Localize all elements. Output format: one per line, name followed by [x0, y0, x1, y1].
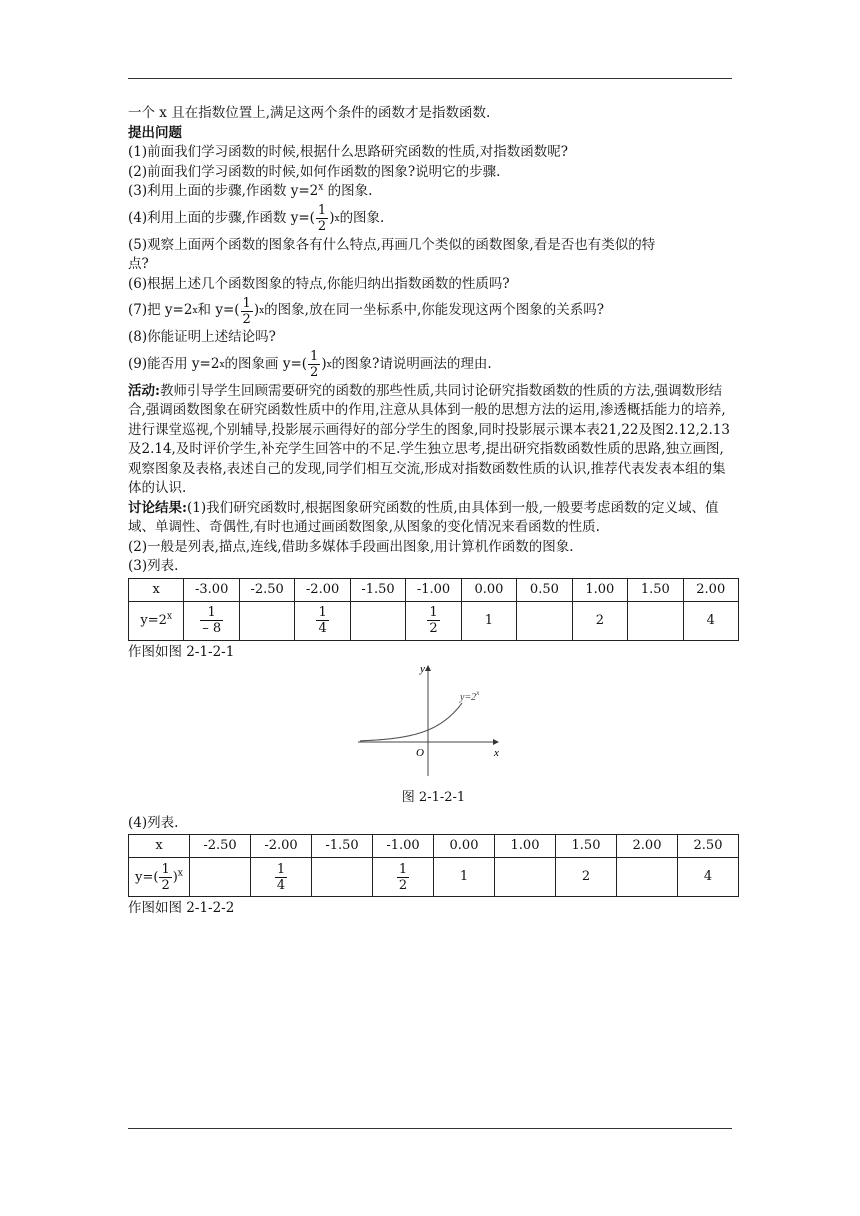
- fraction: [397, 862, 409, 893]
- curve-label-base: y=2: [460, 692, 477, 703]
- table-cell-y: [295, 601, 350, 640]
- question-9-tail: 的图象?请说明画法的理由.: [331, 355, 492, 372]
- question-1: (1)前面我们学习函数的时候,根据什么思路研究函数的性质,对指数函数呢?: [128, 144, 568, 160]
- question-3-tail: 的图象.: [323, 183, 373, 199]
- result-3: (3)列表.: [128, 558, 179, 574]
- question-9-mid: 的图象画 y=(: [224, 355, 308, 372]
- question-7: (7)把 y=2 x 和 y=( $\frac{1}{2}$ ) x 的图象,放在同一坐标系中,你能发现这两个图象的关系吗?: [128, 295, 604, 327]
- result-paragraph: [128, 499, 736, 538]
- fraction-denominator: 2: [310, 365, 319, 380]
- fraction: [241, 296, 253, 327]
- table-cell-x: 1.00: [572, 578, 627, 601]
- table-cell-x: -2.50: [239, 578, 294, 601]
- fraction: [316, 203, 328, 234]
- result-text: (1)我们研究函数时,根据图象研究函数的性质,由具体到一般,一般要考虑函数的定义域、值域、单调性、奇偶性,有时也通过画函数图象,从图象的变化情况来看函数的性质.: [128, 499, 719, 535]
- table-cell-x: -1.50: [350, 578, 405, 601]
- intro-paragraph: 一个 x 且在指数位置上,满足这两个条件的函数才是指数函数.: [128, 105, 491, 121]
- table-cell-y: [251, 858, 312, 897]
- cell-value: 1: [459, 869, 469, 885]
- cell-value: 4: [703, 869, 713, 885]
- table-cell-x: 0.00: [461, 578, 516, 601]
- y-label-base: y=2: [140, 612, 167, 628]
- question-4-tail: 的图象.: [339, 209, 385, 226]
- table-cell-y: [406, 601, 461, 640]
- table-cell-y: [373, 858, 434, 897]
- cell-value: 2: [595, 612, 604, 628]
- header-rule: [128, 78, 732, 79]
- table-header-y: [129, 601, 184, 640]
- table-cell-y: [628, 601, 683, 640]
- fraction-numerator: 1: [276, 861, 286, 877]
- table-cell-x: 2.00: [683, 578, 738, 601]
- cell-value: 1: [484, 612, 494, 628]
- table-cell-y: [617, 858, 678, 897]
- fraction-numerator: 1: [310, 349, 319, 364]
- fraction-denominator: 2: [398, 877, 408, 893]
- table-cell-x: -2.00: [251, 835, 312, 858]
- exponent: x: [166, 611, 173, 622]
- fraction: [159, 862, 171, 893]
- table-cell-y: [239, 601, 294, 640]
- table-cell-y: [683, 601, 738, 640]
- fraction-numerator: 1: [161, 861, 170, 877]
- table-header-y: [129, 858, 190, 897]
- table-cell-x: -1.00: [406, 578, 461, 601]
- activity-text: 教师引导学生回顾需要研究的函数的那些性质,共同讨论研究指数函数的性质的方法,强调数形结合,强调函数图象在研究函数性质中的作用,注意从具体到一般的思想方法的运用,渗透概括能力的培养,进行课堂巡视,个别辅导,投影展示画得好的部分学生的图象,同时投影展示课本表21,22及图2.12,2.13及2.14,及时评价学生,补充学生回答中的不足.学生独立思考,提出研究指数函数性质的思路,独立画图,观察图象及表格,表述自己的发现,同学们相互交流,形成对指数函数性质的认识,推荐代表发表本组的集体的认识.: [128, 382, 730, 496]
- question-7-mid: 和 y=(: [197, 302, 240, 319]
- result-2: (2)一般是列表,描点,连线,借助多媒体手段画出图象,用计算机作函数的图象.: [128, 538, 574, 555]
- question-5: (5)观察上面两个函数的图象各有什么特点,再画几个类似的函数图象,看是否也有类似的特: [128, 236, 656, 253]
- table-cell-y: [350, 601, 405, 640]
- table-cell-x: -1.00: [373, 835, 434, 858]
- plot-reference-1: 作图如图 2-1-2-1: [128, 643, 235, 660]
- question-6: (6)根据上述几个函数图象的特点,你能归纳出指数函数的性质吗?: [128, 275, 510, 292]
- exponent: x: [177, 868, 183, 879]
- question-3-text: (3)利用上面的步骤,作函数 y=2: [128, 183, 319, 199]
- fraction-numerator: 1: [429, 605, 438, 620]
- question-9-text: (9)能否用 y=2: [128, 355, 220, 372]
- result-4: (4)列表.: [128, 814, 179, 831]
- exp-curve: [360, 703, 462, 741]
- table-cell-y: [495, 858, 556, 897]
- table-cell-x: 0.00: [434, 835, 495, 858]
- fraction-denominator: 2: [317, 219, 327, 234]
- plot-reference-2: 作图如图 2-1-2-2: [128, 900, 235, 916]
- fraction: [316, 605, 328, 636]
- cell-value: 2: [581, 869, 591, 885]
- table-cell-x: 1.00: [495, 835, 556, 858]
- fraction: [275, 862, 287, 893]
- fraction-denominator: 4: [318, 621, 327, 636]
- document-body: [128, 104, 736, 919]
- table-row-x: [129, 835, 739, 858]
- fraction-denominator: 2: [429, 621, 438, 636]
- y-label-base: y=(: [135, 869, 159, 885]
- table-header-x: x: [129, 835, 190, 858]
- table-row-y: [129, 601, 739, 640]
- cell-value: 4: [706, 612, 715, 628]
- question-2: (2)前面我们学习函数的时候,如何作函数的图象?说明它的步骤.: [128, 163, 501, 180]
- question-5-cont: 点?: [128, 256, 149, 272]
- table-row-x: [129, 578, 739, 601]
- table-cell-x: 1.50: [556, 835, 617, 858]
- table-cell-y: [572, 601, 627, 640]
- fraction-numerator: 1: [318, 605, 327, 620]
- table-cell-x: 1.50: [628, 578, 683, 601]
- activity-label: 活动:: [128, 382, 160, 399]
- footer-rule: [128, 1128, 732, 1129]
- table-cell-x: 2.00: [617, 835, 678, 858]
- table-cell-x: -3.00: [184, 578, 239, 601]
- table-row-y: [129, 858, 739, 897]
- fraction: [308, 349, 320, 380]
- exponent: x: [318, 182, 324, 193]
- question-4-text: (4)利用上面的步骤,作函数 y=(: [128, 209, 315, 226]
- table-cell-y: [678, 858, 739, 897]
- figure-exp-graph: [128, 662, 736, 780]
- fraction-denominator: 2: [242, 311, 251, 327]
- fraction-denominator: 4: [276, 877, 286, 893]
- table-cell-y: [556, 858, 617, 897]
- paren-close: ): [329, 209, 335, 226]
- table-cell-y: [312, 858, 373, 897]
- fraction: [427, 605, 439, 636]
- table-cell-x: -2.50: [190, 835, 251, 858]
- table-cell-x: -2.00: [295, 578, 350, 601]
- value-table-2: [128, 834, 739, 897]
- result-label: 讨论结果:: [128, 499, 187, 516]
- table-cell-y: [184, 601, 239, 640]
- fraction-denominator: – 8: [202, 621, 222, 636]
- paren-close: ): [321, 355, 327, 372]
- x-axis-label: x: [494, 747, 499, 759]
- exp-graph: [348, 662, 508, 780]
- paren-close: ): [172, 869, 178, 885]
- fraction-numerator: 1: [317, 203, 327, 218]
- table-cell-x: 2.50: [678, 835, 739, 858]
- fraction-numerator: 1: [242, 295, 251, 311]
- table-cell-x: 0.50: [517, 578, 572, 601]
- question-7-text: (7)把 y=2: [128, 302, 193, 319]
- origin-label: O: [416, 747, 424, 759]
- question-7-tail: 的图象,放在同一坐标系中,你能发现这两个图象的关系吗?: [264, 302, 604, 319]
- table-header-x: x: [129, 578, 184, 601]
- fraction-numerator: 1: [200, 605, 223, 621]
- paren-close: ): [253, 302, 260, 319]
- curve-label: [459, 689, 480, 703]
- curve-label-exponent: x: [476, 689, 480, 697]
- activity-paragraph: [128, 382, 736, 499]
- table-cell-y: [461, 601, 516, 640]
- question-4: (4)利用上面的步骤,作函数 y=( $\frac{1}{2}$ ) x 的图象.: [128, 203, 385, 234]
- y-axis-label: y: [420, 663, 425, 675]
- section-heading-questions: 提出问题: [128, 124, 182, 141]
- fraction-numerator: 1: [398, 861, 408, 877]
- table-cell-y: [517, 601, 572, 640]
- table-cell-x: -1.50: [312, 835, 373, 858]
- question-8: (8)你能证明上述结论吗?: [128, 329, 276, 345]
- value-table-1: [128, 578, 739, 641]
- fraction-denominator: 2: [161, 877, 170, 893]
- fraction: [200, 605, 223, 636]
- question-3: [128, 182, 736, 202]
- table-cell-y: [190, 858, 251, 897]
- figure-caption-1: 图 2-1-2-1: [401, 790, 466, 805]
- table-cell-y: [434, 858, 495, 897]
- question-9: (9)能否用 y=2 x 的图象画 y=( $\frac{1}{2}$ ) x 的图象?请说明画法的理由.: [128, 349, 492, 380]
